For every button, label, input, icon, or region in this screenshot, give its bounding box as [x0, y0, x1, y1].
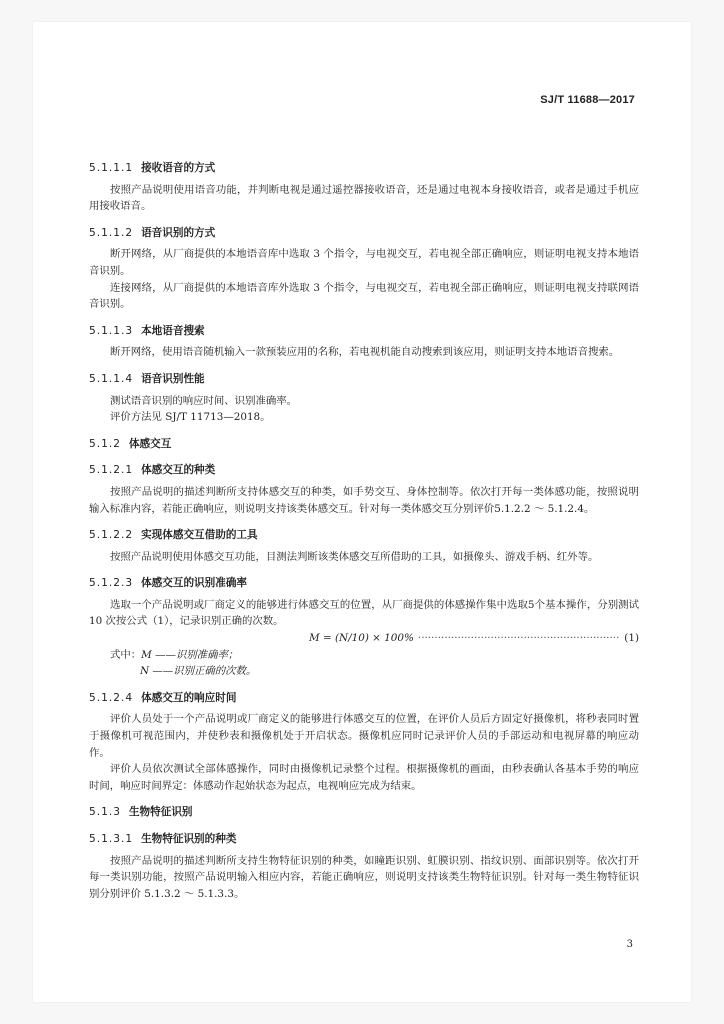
- section-heading: [89, 160, 639, 177]
- section-number: 5.1.3: [89, 806, 121, 819]
- section-title: 体感交互的响应时间: [141, 691, 237, 704]
- where-n: N ——识别正确的次数。: [140, 665, 257, 678]
- page-number: 3: [626, 939, 633, 950]
- section-heading: [89, 323, 639, 340]
- section-number: 5.1.1.2: [89, 226, 134, 239]
- section-heading: [89, 690, 639, 707]
- section-number: 5.1.1.3: [89, 324, 134, 337]
- paragraph: 断开网络，使用语音随机输入一款预装应用的名称，若电视机能自动搜索到该应用，则证明支持本地语音搜索。: [110, 346, 620, 359]
- section-title: 生物特征识别: [128, 806, 193, 819]
- section-title: 实现体感交互借助的工具: [141, 529, 258, 542]
- section-heading: [89, 225, 639, 242]
- section-number: 5.1.1.4: [89, 372, 134, 385]
- section-title: 体感交互: [128, 437, 172, 450]
- where-m: M ——识别准确率；: [141, 648, 239, 661]
- paragraph: 评价人员处于一个产品说明或厂商定义的能够进行体感交互的位置，在评价人员后方固定好摄像机，将秒表同时置于摄像机可视范围内，并使秒表和摄像机处于开启状态。摄像机应同时记录评价人员的手部运动和电视屏幕的响应动作。: [89, 713, 639, 759]
- paragraph: 评价人员依次测试全部体感操作，同时由摄像机记录整个过程。根据摄像机的画面，由秒表确认各基本手势的响应时间，响应时间界定：体感动作起始状态为起点，电视响应完成为结束。: [89, 763, 639, 792]
- paragraph: 按照产品说明的描述判断所支持体感交互的种类，如手势交互、身体控制等。依次打开每一类体感功能，按照说明输入标准内容，若能正确响应，则说明支持该类体感交互。针对每一类体感交互分别评价5.1.2.2 ～ 5.1.2.4。: [89, 485, 639, 515]
- section-heading: [89, 575, 639, 592]
- section-title: 接收语音的方式: [141, 162, 216, 174]
- section-number: 5.1.2.2: [89, 529, 134, 542]
- section-number: 5.1.2: [89, 437, 121, 450]
- paragraph: 选取一个产品说明或厂商定义的能够进行体感交互的位置，从厂商提供的体感操作集中选取5个基本操作，分别测试 10 次按公式（1），记录识别正确的次数。: [89, 598, 639, 628]
- paragraph: 断开网络，从厂商提供的本地语音库中选取 3 个指令，与电视交互，若电视全部正确响应，则证明电视支持本地语音识别。: [89, 248, 639, 277]
- section-number: 5.1.3.1: [89, 833, 134, 845]
- section-title: 体感交互的识别准确率: [141, 577, 248, 590]
- section-number: 5.1.2.3: [89, 577, 134, 590]
- section-title: 体感交互的种类: [141, 464, 216, 477]
- section-heading: [89, 436, 639, 453]
- where-label: 式中：: [110, 648, 142, 661]
- document-body: [89, 150, 639, 902]
- paragraph: 按照产品说明的描述判断所支持生物特征识别的种类，如瞳距识别、虹膜识别、指纹识别、面部识别等。依次打开每一类识别功能，按照产品说明输入相应内容，若能正确响应，则说明支持该类生物特征识别。针对每一类生物特征识别分别评价 5.1.3.2 ～ 5.1.3.3。: [89, 854, 639, 900]
- section-number: 5.1.2.4: [89, 691, 134, 704]
- section-heading: [89, 804, 639, 821]
- formula-where-n: [89, 663, 639, 680]
- paragraph: 连接网络，从厂商提供的本地语音库外选取 3 个指令，与电视交互，若电视全部正确响应，则证明电视支持联网语音识别。: [89, 281, 639, 311]
- section-title: 语音识别性能: [141, 372, 205, 385]
- formula-where: [89, 647, 639, 664]
- paragraph: 测试语音识别的响应时间、识别准确率。: [110, 394, 298, 407]
- paragraph: 评价方法见 SJ/T 11713—2018。: [110, 411, 271, 424]
- section-number: 5.1.2.1: [89, 464, 134, 477]
- section-number: 5.1.1.1: [89, 162, 134, 174]
- formula-expression: M = (N/10) × 100%: [309, 632, 414, 645]
- paragraph: 按照产品说明使用体感交互功能，目测法判断该类体感交互所借助的工具，如摄像头、游戏手柄、红外等。: [110, 550, 599, 563]
- section-title: 生物特征识别的种类: [141, 833, 237, 845]
- standard-number: SJ/T 11688—2017: [540, 94, 635, 106]
- formula: [89, 630, 639, 647]
- section-heading: [89, 527, 639, 544]
- section-heading: [89, 831, 639, 848]
- section-heading: [89, 371, 639, 388]
- section-heading: [89, 462, 639, 479]
- section-title: 本地语音搜索: [141, 324, 205, 337]
- section-title: 语音识别的方式: [141, 226, 216, 239]
- document-page: [33, 22, 691, 1002]
- paragraph: 按照产品说明使用语音功能，并判断电视是通过遥控器接收语音，还是通过电视本身接收语音，或者是通过手机应用接收语音。: [89, 183, 639, 213]
- formula-number: (1): [624, 632, 639, 645]
- leader-dots: [418, 630, 620, 647]
